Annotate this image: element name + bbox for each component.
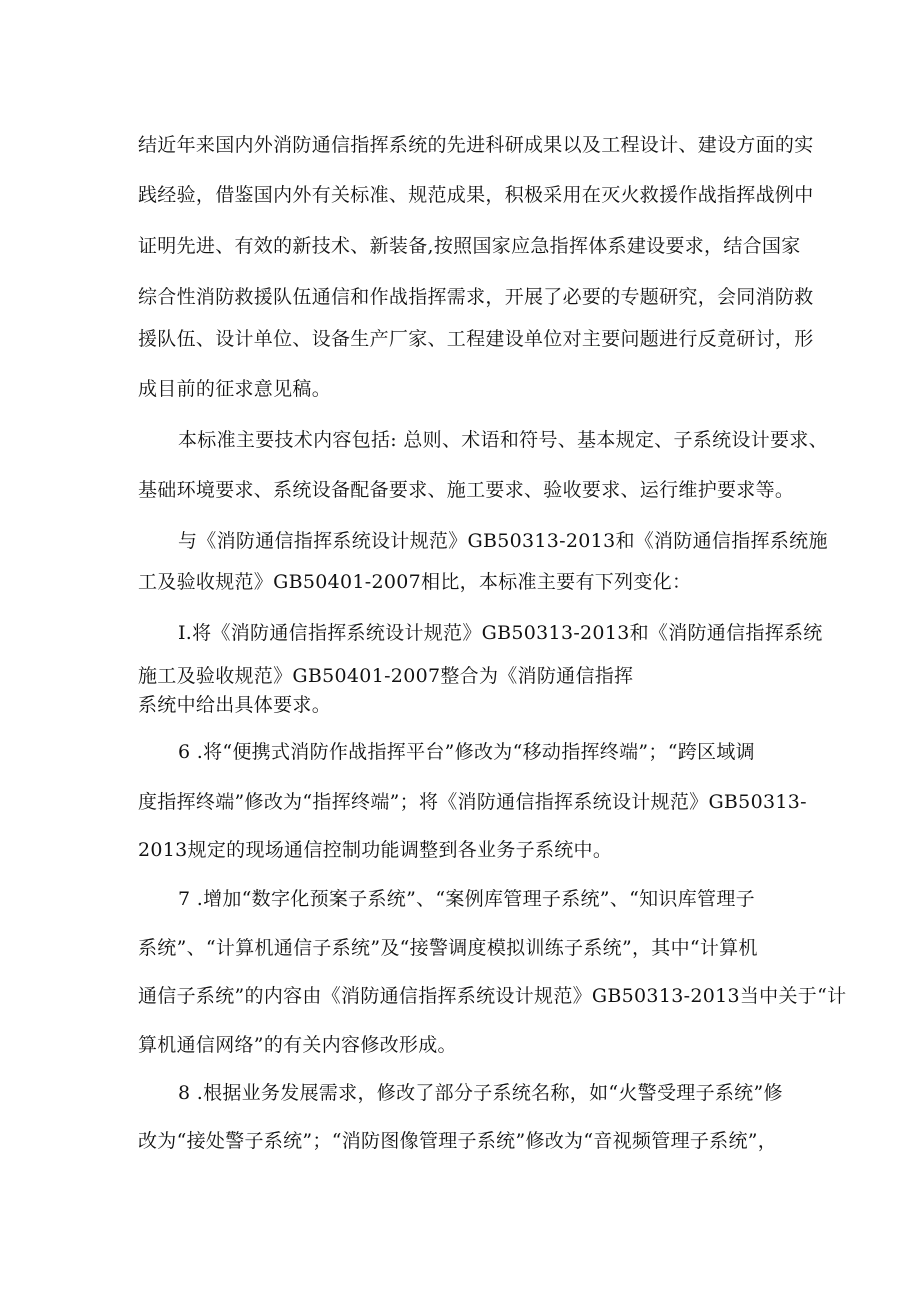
text-line: 度指挥终端”修改为“指挥终端”；将《消防通信指挥系统设计规范》GB50313-	[138, 791, 807, 813]
text-line: 基础环境要求、系统设备配备要求、施工要求、验收要求、运行维护要求等。	[138, 479, 795, 501]
text-line: 改为“接处警子系统”；“消防图像管理子系统”修改为“音视频管理子系统”，	[138, 1130, 778, 1152]
text-line: 综合性消防救援队伍通信和作战指挥需求，开展了必要的专题研究，会同消防救	[138, 286, 814, 308]
text-line: 成目前的征求意见稿。	[138, 378, 332, 400]
text-line: 通信子系统”的内容由《消防通信指挥系统设计规范》GB50313-2013当中关于“计	[138, 985, 847, 1007]
text-line: 8 .根据业务发展需求，修改了部分子系统名称，如“火警受理子系统”修	[178, 1082, 783, 1104]
text-line: 践经验，借鉴国内外有关标准、规范成果，积极采用在灭火救援作战指挥战例中	[138, 184, 814, 206]
text-line: 结近年来国内外消防通信指挥系统的先进科研成果以及工程设计、建设方面的实	[138, 134, 814, 156]
text-line: 2013规定的现场通信控制功能调整到各业务子系统中。	[138, 839, 613, 861]
text-line: 系统中给出具体要求。	[138, 694, 332, 716]
text-line: 7 .增加“数字化预案子系统”、“案例库管理子系统”、“知识库管理子	[178, 888, 755, 910]
text-line: 6 .将“便携式消防作战指挥平台”修改为“移动指挥终端”；“跨区域调	[178, 741, 755, 763]
text-line: 工及验收规范》GB50401-2007相比，本标准主要有下列变化：	[138, 571, 692, 593]
text-line: 本标准主要技术内容包括: 总则、术语和符号、基本规定、子系统设计要求、	[178, 429, 828, 451]
text-line: 援队伍、设计单位、设备生产厂家、工程建设单位对主要问题进行反竟研讨，形	[138, 328, 814, 350]
text-line: 证明先进、有效的新技术、新装备,按照国家应急指挥体系建设要求，结合国家	[138, 235, 801, 257]
text-line: I.将《消防通信指挥系统设计规范》GB50313-2013和《消防通信指挥系统	[178, 622, 823, 644]
text-line: 算机通信网络”的有关内容修改形成。	[138, 1034, 457, 1056]
text-line: 施工及验收规范》GB50401-2007整合为《消防通信指挥	[138, 665, 634, 687]
text-line: 系统”、“计算机通信子系统”及“接警调度模拟训练子系统”，其中“计算机	[138, 937, 758, 959]
text-line: 与《消防通信指挥系统设计规范》GB50313-2013和《消防通信指挥系统施	[178, 530, 828, 552]
